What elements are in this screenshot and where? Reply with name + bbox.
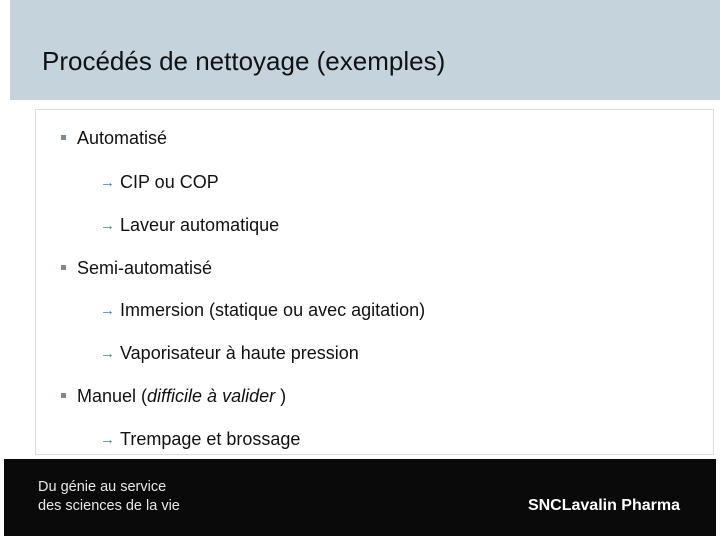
title-bar	[10, 0, 720, 100]
sub-item-vaporisateur	[100, 343, 359, 364]
bullet-label-end: )	[275, 386, 287, 406]
bullet-item-automatise	[61, 128, 167, 149]
sub-item-label: CIP ou COP	[120, 172, 219, 192]
tagline-line-2: des sciences de la vie	[38, 498, 180, 514]
footer-tagline	[38, 478, 180, 516]
square-bullet-icon	[61, 265, 66, 270]
arrow-right-icon: →	[100, 174, 115, 191]
bullet-item-manuel	[61, 386, 286, 407]
square-bullet-icon	[61, 135, 66, 140]
sub-item-immersion	[100, 300, 425, 321]
bullet-label: Semi-automatisé	[77, 258, 213, 278]
arrow-right-icon: →	[100, 431, 115, 448]
square-bullet-icon	[61, 393, 66, 398]
sub-item-label: Immersion (statique ou avec agitation)	[120, 300, 426, 320]
slide-title: Procédés de nettoyage (exemples)	[42, 46, 446, 76]
bullet-label-italic: difficile à valider	[147, 386, 276, 406]
brand-name: SNCLavalin Pharma	[527, 497, 680, 514]
bullet-label-start: Manuel (	[77, 386, 148, 406]
sub-item-label: Trempage et brossage	[120, 429, 301, 449]
arrow-right-icon: →	[100, 217, 115, 234]
sub-item-label: Laveur automatique	[120, 215, 280, 235]
sub-item-label: Vaporisateur à haute pression	[120, 343, 359, 363]
arrow-right-icon: →	[100, 345, 115, 362]
sub-item-cip-cop	[100, 172, 219, 193]
sub-item-trempage	[100, 429, 300, 450]
footer-bar	[4, 459, 716, 536]
bullet-label: Automatisé	[77, 128, 168, 148]
sub-item-laveur	[100, 215, 279, 236]
bullet-item-semi-automatise	[61, 258, 212, 279]
arrow-right-icon: →	[100, 302, 115, 319]
tagline-line-1: Du génie au service	[38, 479, 167, 495]
